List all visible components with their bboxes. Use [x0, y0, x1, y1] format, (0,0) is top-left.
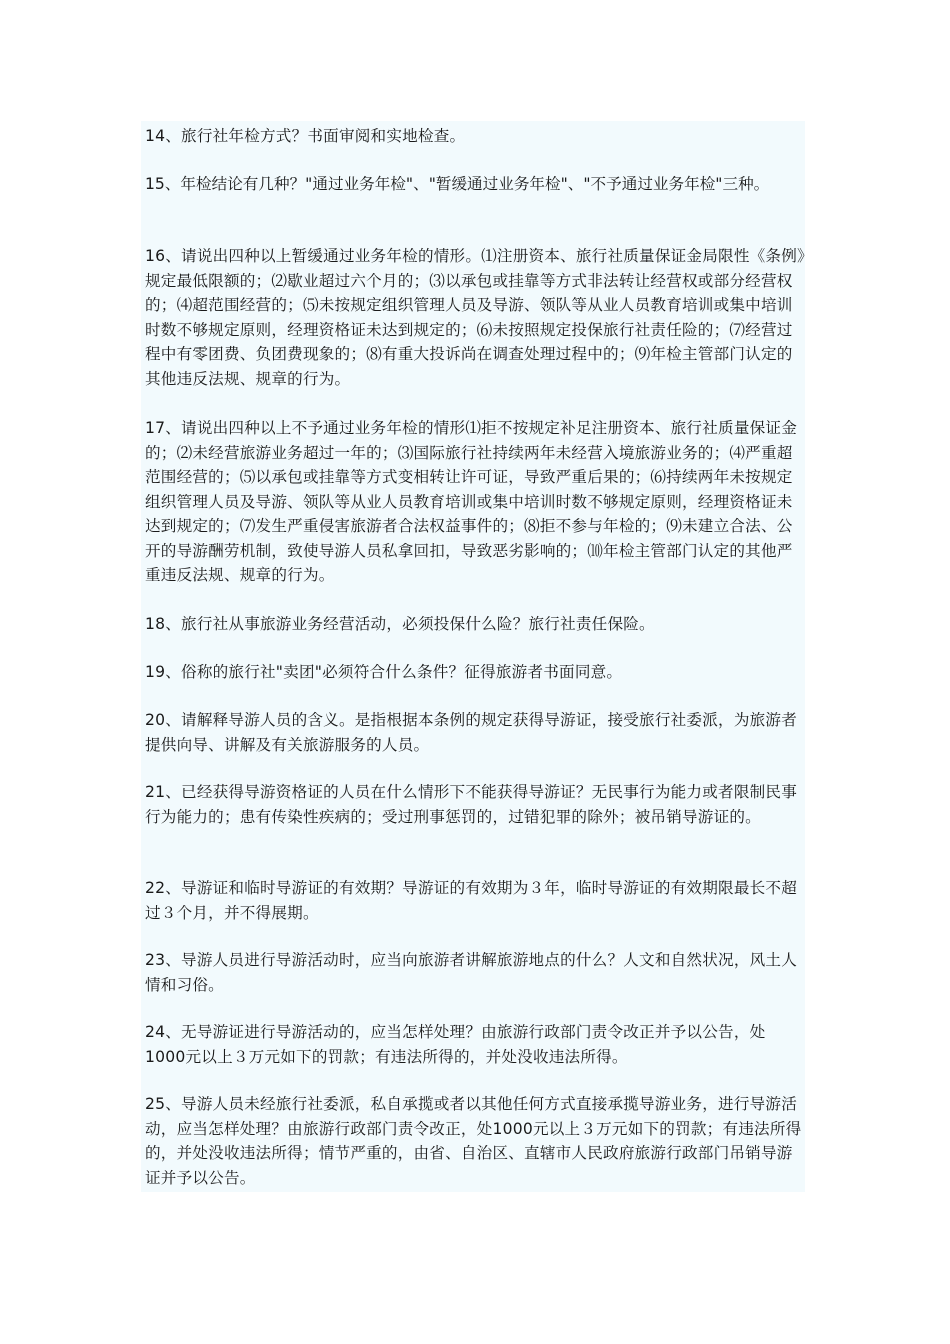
qa-item-21: 21、已经获得导游资格证的人员在什么情形下不能获得导游证？无民事行为能力或者限制民事行为能力的；患有传染性疾病的；受过刑事惩罚的，过错犯罪的除外；被吊销导游证的。	[145, 783, 797, 826]
qa-item-15: 15、年检结论有几种？"通过业务年检"、"暂缓通过业务年检"、"不予通过业务年检"三种。	[145, 175, 770, 193]
qa-item-17: 17、请说出四种以上不予通过业务年检的情形⑴拒不按规定补足注册资本、旅行社质量保证金的；⑵未经营旅游业务超过一年的；⑶国际旅行社持续两年未经营入境旅游业务的；⑷严重超范围经营的；⑸以承包或挂靠等方式变相转让许可证，导致严重后果的；⑹持续两年未按规定组织管理人员及导游、领队等从业人员教育培训或集中培训时数不够规定原则，经理资格证未达到规定的；⑺发生严重侵害旅游者合法权益事件的；⑻拒不参与年检的；⑼未建立合法、公开的导游酬劳机制，致使导游人员私拿回扣，导致恶劣影响的；⑽年检主管部门认定的其他严重违反法规、规章的行为。	[145, 419, 797, 584]
qa-item-22: 22、导游证和临时导游证的有效期？导游证的有效期为３年，临时导游证的有效期限最长不超过３个月，并不得展期。	[145, 879, 797, 922]
qa-item-16: 16、请说出四种以上暂缓通过业务年检的情形。⑴注册资本、旅行社质量保证金局限性《条例》规定最低限额的；⑵歇业超过六个月的；⑶以承包或挂靠等方式非法转让经营权或部分经营权的；⑷超范围经营的；⑸未按规定组织管理人员及导游、领队等从业人员教育培训或集中培训时数不够规定原则，经理资格证未达到规定的；⑹未按照规定投保旅行社责任险的；⑺经营过程中有零团费、负团费现象的；⑻有重大投诉尚在调查处理过程中的；⑼年检主管部门认定的其他违反法规、规章的行为。	[145, 247, 805, 388]
qa-item-24: 24、无导游证进行导游活动的，应当怎样处理？由旅游行政部门责令改正并予以公告，处1000元以上３万元如下的罚款；有违法所得的，并处没收违法所得。	[145, 1023, 766, 1066]
qa-item-14: 14、旅行社年检方式？书面审阅和实地检查。	[145, 127, 466, 145]
qa-item-23: 23、导游人员进行导游活动时，应当向旅游者讲解旅游地点的什么？人文和自然状况，风土人情和习俗。	[145, 951, 797, 994]
qa-item-20: 20、请解释导游人员的含义。是指根据本条例的规定获得导游证，接受旅行社委派，为旅游者提供向导、讲解及有关旅游服务的人员。	[145, 711, 797, 754]
qa-item-18: 18、旅行社从事旅游业务经营活动，必须投保什么险？旅行社责任保险。	[145, 615, 655, 633]
qa-item-19: 19、俗称的旅行社"卖团"必须符合什么条件？征得旅游者书面同意。	[145, 663, 623, 681]
qa-item-25: 25、导游人员未经旅行社委派，私自承揽或者以其他任何方式直接承揽导游业务，进行导游活动，应当怎样处理？由旅游行政部门责令改正，处1000元以上３万元如下的罚款；有违法所得的，并处没收违法所得；情节严重的，由省、自治区、直辖市人民政府旅游行政部门吊销导游证并予以公告。	[145, 1095, 802, 1187]
